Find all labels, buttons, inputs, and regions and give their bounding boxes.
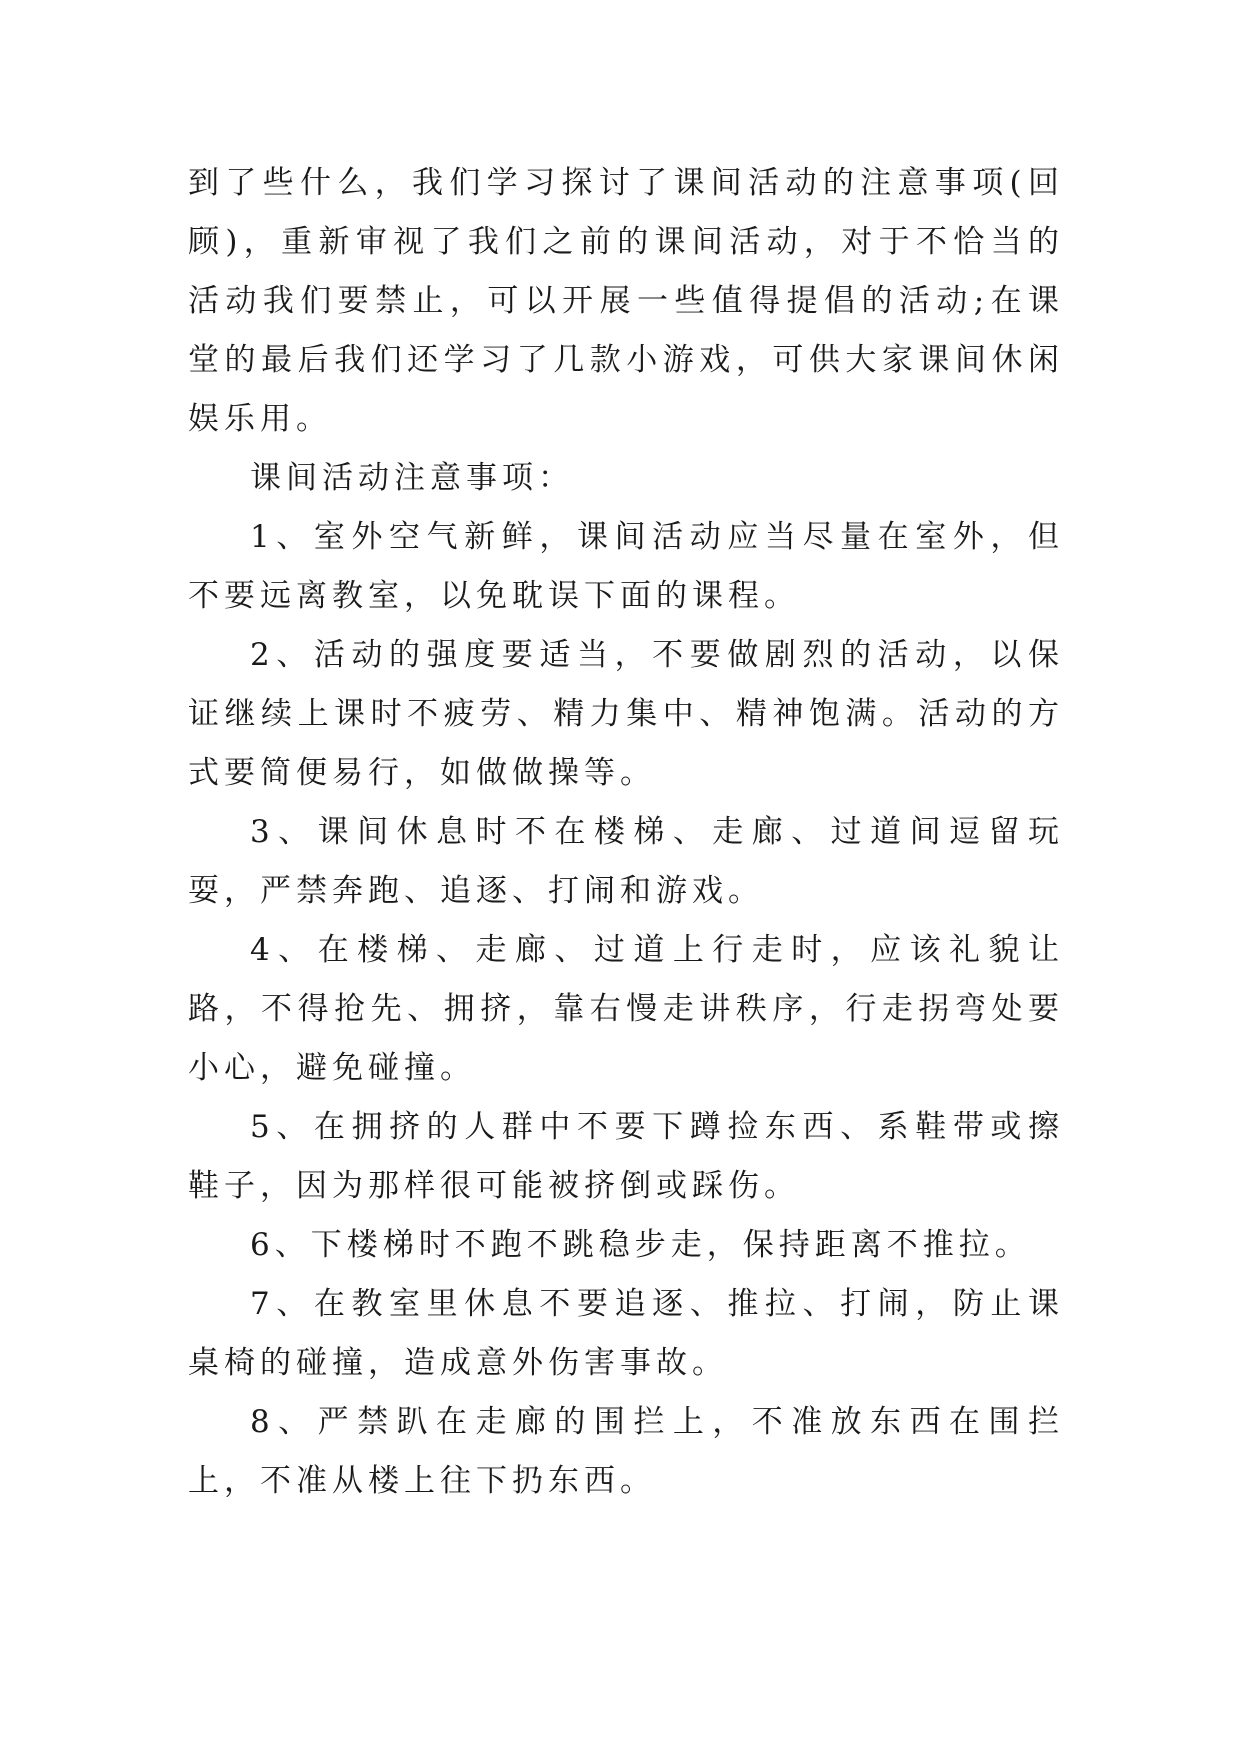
rule-item-1: 1、室外空气新鲜，课间活动应当尽量在室外，但不要远离教室，以免耽误下面的课程。 bbox=[188, 519, 1064, 614]
rule-item-6: 6、下楼梯时不跑不跳稳步走，保持距离不推拉。 bbox=[250, 1227, 1031, 1263]
section-heading: 课间活动注意事项： bbox=[250, 460, 574, 496]
rule-item-7: 7、在教室里休息不要追逐、推拉、打闹，防止课桌椅的碰撞，造成意外伤害事故。 bbox=[188, 1286, 1064, 1381]
rule-item-4: 4、在楼梯、走廊、过道上行走时，应该礼貌让路，不得抢先、拥挤，靠右慢走讲秩序，行走拐弯处要小心，避免碰撞。 bbox=[188, 932, 1064, 1086]
rule-item-2: 2、活动的强度要适当，不要做剧烈的活动，以保证继续上课时不疲劳、精力集中、精神饱满。活动的方式要简便易行，如做做操等。 bbox=[188, 637, 1064, 791]
document-body bbox=[188, 154, 1064, 1511]
paragraph-intro: 到了些什么，我们学习探讨了课间活动的注意事项(回顾)，重新审视了我们之前的课间活动，对于不恰当的活动我们要禁止，可以开展一些值得提倡的活动;在课堂的最后我们还学习了几款小游戏，可供大家课间休闲娱乐用。 bbox=[188, 165, 1064, 437]
rule-item-5: 5、在拥挤的人群中不要下蹲捡东西、系鞋带或擦鞋子，因为那样很可能被挤倒或踩伤。 bbox=[188, 1109, 1064, 1204]
rule-item-8: 8、严禁趴在走廊的围拦上，不准放东西在围拦上，不准从楼上往下扔东西。 bbox=[188, 1404, 1064, 1499]
rule-item-3: 3、课间休息时不在楼梯、走廊、过道间逗留玩耍，严禁奔跑、追逐、打闹和游戏。 bbox=[188, 814, 1064, 909]
